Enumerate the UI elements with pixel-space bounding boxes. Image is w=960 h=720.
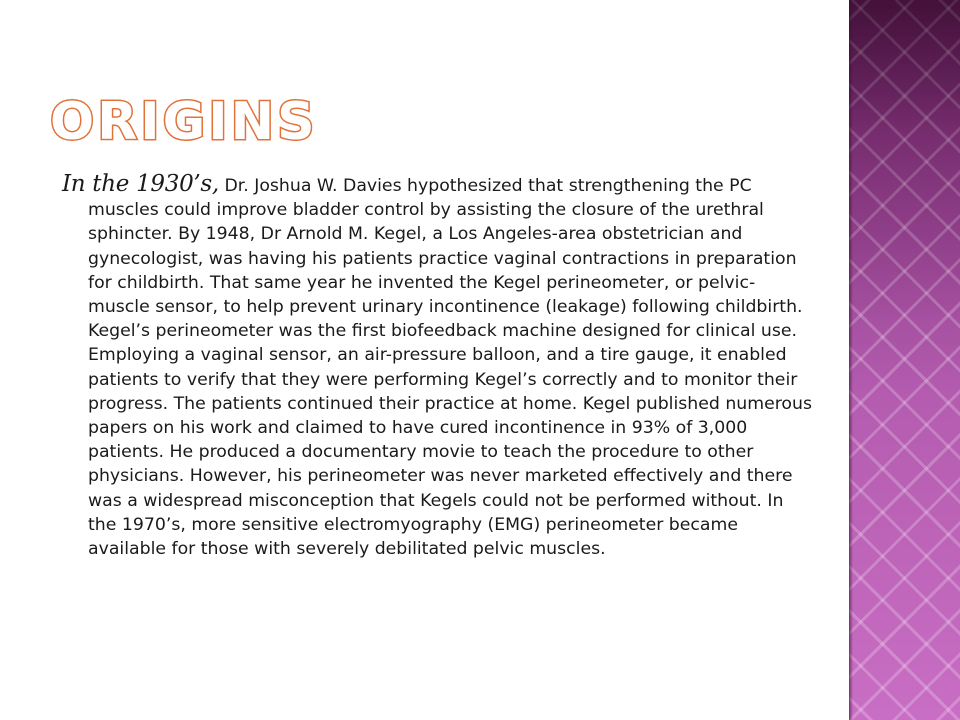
paragraph-1 (62, 172, 812, 319)
paragraph-1-text: Dr. Joshua W. Davies hypothesized that strengthening the PC muscles could improve bladder control by assisting the closure of the urethral sphincter. By 1948, Dr Arnold M. Kegel, a Los Angeles-area obstetrician and gynecologist, was having his patients practice vaginal contractions in preparation for childbirth. That same year he invented the Kegel perineometer, or pelvic-muscle sensor, to help prevent urinary incontinence (leakage) following childbirth. (88, 176, 803, 318)
decorative-side-panel (849, 0, 960, 720)
paragraph-lead: In the 1930’s, (62, 171, 219, 197)
slide-body (62, 172, 812, 561)
paragraph-2: Kegel’s perineometer was the first biofeedback machine designed for clinical use. Employing a vaginal sensor, an air-pressure balloon, and a tire gauge, it enabled patients to verify that they were performing Kegel’s correctly and to monitor their progress. The patients continued their practice at home. Kegel published numerous papers on his work and claimed to have cured incontinence in 93% of 3,000 patients. He produced a documentary movie to teach the procedure to other physicians. However, his perineometer was never marketed effectively and there was a widespread misconception that Kegels could not be performed without. In the 1970’s, more sensitive electromyography (EMG) perineometer became available for those with severely debilitated pelvic muscles. (88, 321, 812, 560)
slide-title: ORIGINS (50, 92, 318, 152)
